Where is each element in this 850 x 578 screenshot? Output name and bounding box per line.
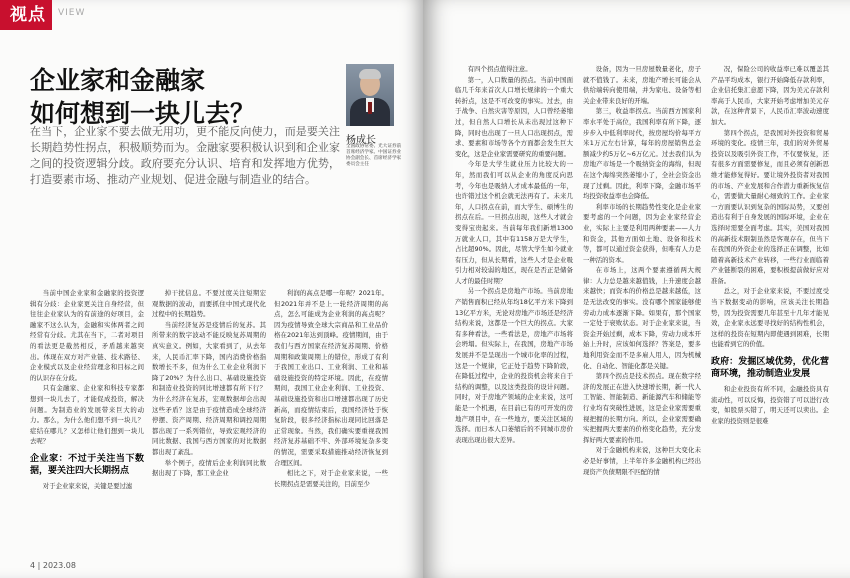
body-paragraph: 举个例子，疫情后企业利润同比数据出现了下降，那工业企业 [152,458,266,478]
section-subhead: 企业家：不过于关注当下数据，要关注四大长期拐点 [30,453,144,476]
body-paragraph: 设备，因为一旦房屋数量老化，房子就不值钱了。未来，房地产增长可能会从供给端转向使用端，并为家电、设备等相关企业带来良好的开端。 [583,65,701,105]
body-paragraph: 当前中国企业家和金融家的投资逻辑有分歧：企业家更关注自身经营，但往往企业家认为的有前途的好项目，金融家不这么认为，金融和实体两者之间经常有分歧。尤其在当下，二者对项目的看法更是截然相反，矛盾越来越突出。体现在双方对产业链、技术路径、企业模式以及企业经营理念和目标之间的认识存在分歧。 [30,289,144,382]
body-paragraph: 对于金融机构来说，这种巨大变化未必是好事情，上半年许多金融机构已经出现资产负债期限不匹配的情 [583,446,701,476]
body-column-1 [30,288,144,550]
section-subhead: 政府：发掘区域优势，优化营商环境，推动制造业发展 [711,357,829,380]
body-paragraph: 利率市场的长期趋势性变化是企业家要考虑的一个问题，因为企业家经营企业，实际上主要是利用两种要素——人力和资金，其他方面如土地、设备和技术等，都可以通过资金获得，但唯有人力是一种活的资本。 [583,202,701,264]
body-paragraph: 第一，人口数量的拐点。当前中国面临几千年来首次人口增长规律的一个重大转折点，这是不可改变的事实。过去，由于战争、自然灾害等原因，人口曾经萎缩过，但自然人口增长从未出现过这种下降，同时也出现了一旦人口出现拐点，需求、要素和市场等各个方面都会发生巨大变化，这是企业家需要研究的重要问题。 [455,75,573,158]
body-column-5 [583,64,701,564]
body-paragraph: 第四个拐点，是我国对外投资和贸易环境的变化。疫情三年，我们的对外贸易投资以及吸引外资工作，不仅要恢复，还有很多方面需要修复，而且必须有创新思维才能修复得好。要让境外投资者对我国的市场、产业发展和合作潜力重新恢复信心，需要做大量耐心细致的工作。企业家一方面要认识到复杂的国际局势，又要创造出有利于自身发展的国际环境，企业在选择时需要全面考虑。其实，美国对我国的高新技术限制虽然是客观存在，但当下在我国的外资企业的选择正在调整，比如随着高新技术产业转移，一些行业面临着产业链断裂的困难，要积极提前做好应对准备。 [711,128,829,285]
body-column-4 [455,64,573,564]
body-paragraph: 相比之下，对于企业家来说，一些长期拐点是需要关注的，目前至少 [274,469,388,488]
body-paragraph: 今年是大学生就业压力比较大的一年，然而我们可以从企业的角度反向思考，今年也是吸纳人才成本最低的一年，也许错过这个机会就无法再有了。未来几年，人口拐点在前，而大学生、硕博生的拐点在后。一旦拐点出现，这些人才就会变得宝贵起来。当前每年我们新增1300万就业人口，其中有1158万是大学生，占比超90%。因此，尽管大学生如今就业有压力，但从长期看，这些人才是企业吸引力相对较弱的地区，现在是否正是储备人才的最佳时期？ [455,160,573,285]
title-line-1: 企业家和金融家 [30,66,206,95]
body-paragraph: 利润的高点是哪一年呢？2021年。但2021年并不是上一轮经济周期的高点，怎么可能成为企业利润的高点呢？因为疫情导致全球大宗商品和工业品价格在2021年达到顶峰。疫情期间，由于我们与西方国家在经济复苏周期、价格周期和政策周期上的错位，形成了有利于我国工业出口、工业利润、工业和基础设施投资的特定环境。因此，在疫情期间，我国工业企业利润、工业投资、基础设施投资和出口增速都出现了历史新高，而疫情结束后，我国经济处于恢复阶段，很多经济指标出现同比回落是正常现象。当然，我们确实要重视我国经济复苏基础不牢、外部环境复杂多变的情况，需要采取措施推动经济恢复到合理区间。 [274,289,388,467]
author-portrait [346,64,394,126]
article-title [30,64,330,130]
section-sub-label: VIEW [58,8,86,18]
body-paragraph: 在市场上，这两个要素遵循两大规律：人力总是越来越值钱，上升速度会越来越快；而资本的价格总是越来越低，这是无法改变的事实。没有哪个国家能够使劳动力成本逐渐下降。如果有，那个国家一定处于衰败状态。对于企业家来说，当资金开始过剩，成本下降，劳动力成本开始上升时，应该如何选择？答案是，要多地利用资金而不是多雇人用人，因为机械化、自动化、智能化都是关键。 [583,266,701,370]
article-lead: 在当下，企业家不要去做无用功，更不能反向使力，而是要关注长期趋势性拐点，积极顺势而为。金融家要积极认识到和企业家之间的投资逻辑分歧。政府要充分认识、培育和发挥地方优势，打造要素市场、推动产业规划、促进金融与制造业的结合。 [30,125,340,186]
body-paragraph: 另一个拐点是房地产市场。当前房地产销售面积已经从年均18亿平方米下降到13亿平方米，无论对房地产市场还是经济结构来说，这都是一个巨大的拐点。大家有多种看法，一些看法是，房地产市场将会坍塌。但实际上，在我国，房地产市场发展并不是呈现出一个城市化率的过程，这是一个规律，它正处于趋势下降阶段，在降低过程中，企业的投资机会将来自于结构的调整，以及这类投资的设计问题。同时，对于房地产领域的企业来说，这可能是一个机遇，在目前已有的可开发的房地产项目中，在一些地方，要关注区域的选择。而日本人口萎缩后的不同城市房价表现出现出很大差异。 [455,287,573,444]
author-bio: 全国政协常委、光大证券前首席经济学家、中国证券业协会副会长、首席经济学家委员会主任 [346,144,402,167]
section-tab: 视点 [0,0,52,30]
body-paragraph: 有四个拐点值得注意。 [467,65,532,73]
body-paragraph: 只有金融家、企业家和科技专家都想到一块儿去了，才能促成投资，解决问题。为制造业的发展带来巨大的动力。那么，为什么他们想不到一块儿？症结在哪儿？又怎样让他们想到一块儿去呢？ [30,384,144,446]
issue-date: 2023.08 [42,561,76,570]
author-name: 杨成长 [346,135,376,146]
body-paragraph: 和企业投资有所不同，金融投资具有流动性，可以反悔，投资错了可以进行改变，如股票买错了，明天还可以卖出。企业家的投资则是很难 [711,385,829,425]
body-paragraph: 第三，收益率拐点。当前西方国家利率水平处于高位，我国利率有所下降，逐步步入中低利率时代，按房屋均价每平方米1万元左右计算，每年的房屋销售总金额减少约5万亿~6万亿元。过去我们认为房地产市场是一个吸纳资金的海绵，但现在这个海绵突然萎缩小了，全社会资金出现了过剩。因此，利率下降，金融市场平均投资收益率也会降低。 [583,107,701,201]
title-line-2: 如何想到一块儿去？ [30,99,256,128]
body-column-2 [152,288,266,550]
left-page [0,0,423,578]
body-column-3 [274,288,388,550]
body-paragraph: 第四个拐点是技术拐点。现在数字经济的发展正在进入快速增长期，新一代人工智能、智能制造、新能源汽车和储能等行业均有突破性进展，这是企业家需要重视把握的长期方向。所以，企业家需要确实把握两大要素的价格变化趋势，充分发挥好两大要素的作用。 [583,372,701,444]
body-paragraph: 总之，对于企业家来说，不要过度受当下数据变动的影响，应该关注长期趋势，因为投资需要几年甚至十几年才能见效，企业家永远要寻找好的结构性机会，这样的投资在短期内即使遇到困难，长期也能看到它的价值。 [711,287,829,349]
body-paragraph: 况，保险公司的收益率已难以覆盖其产品平均成本，银行开始降低存款利率，企业信托集汇意愿下降，因为美元存款利率高于人民币，大家开始考虑增加美元存款，在这种背景下，人民币汇率波动速度加大。 [711,65,829,126]
page-footer: 4 | 2023.08 [30,561,76,570]
body-paragraph: 对于企业家来说，关键是要过滤 [42,481,133,490]
body-paragraph: 掉干扰信息。不要过度关注短期宏观数据的波动，而要抓住中国式现代化过程中的长期趋势。 [152,289,266,319]
body-column-6 [711,64,829,564]
right-page [423,0,850,578]
page-number: 4 [30,561,36,570]
body-paragraph: 当前经济复苏是疫情后的复苏。其所带来的数字波动不能反映复苏周期的真实意义。例如，大家看到了，从去年来，人民币汇率下降，国内消费价格指数增长不多，但为什么工业企业利润下降了20%？为什么出口、基础设施投资和制造业投资的同比增速都有所下行？为什么经济在复苏，宏观数据却会出现这些矛盾？这是由于疫情造成全球经济停摆、资产周期、经济周期和调控周期都出现了一系列错位，导致宏观经济的同比数据、我国与西方国家的对比数据都出现了紊乱。 [152,320,266,456]
